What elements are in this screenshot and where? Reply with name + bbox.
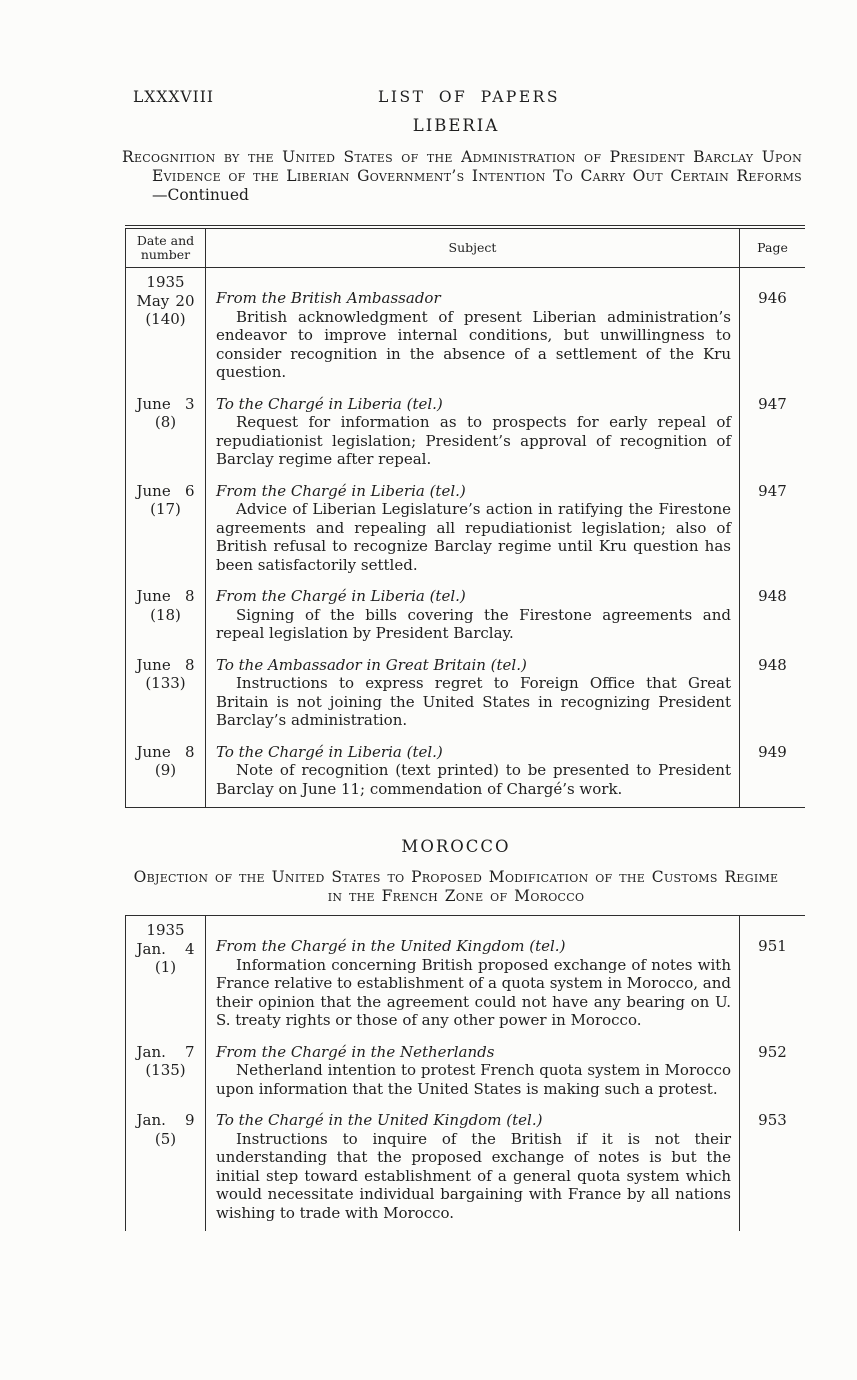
table-row <box>125 741 805 808</box>
entry-month: June <box>136 742 171 761</box>
entry-page-number: 948 <box>758 655 787 674</box>
entry-month: Jan. <box>136 1042 166 1061</box>
entry-subject <box>205 741 740 808</box>
entry-month: June <box>136 481 171 500</box>
entry-subject-title: From the Chargé in the United Kingdom (tel.) <box>216 937 566 955</box>
entry-date <box>125 393 205 480</box>
entry-day: 8 <box>184 655 195 674</box>
entry-date <box>125 268 205 393</box>
column-header-date-and-number: Date and number <box>125 229 205 267</box>
entry-date <box>125 1041 205 1110</box>
entry-subject <box>205 916 740 1041</box>
entry-doc-number: (135) <box>145 1061 186 1079</box>
entry-subject-body: Signing of the bills covering the Firestone agreements and repeal legislation by President Barclay. <box>216 605 731 642</box>
entry-date <box>125 480 205 586</box>
table-row <box>125 585 805 654</box>
entry-date <box>125 741 205 808</box>
entry-date-line <box>137 1111 195 1130</box>
entry-subject-body: Netherland intention to protest French quota system in Morocco upon information that the United States is making such a protest. <box>216 1061 731 1098</box>
entry-date-line <box>137 587 195 606</box>
entry-subject-title: To the Chargé in the United Kingdom (tel.) <box>216 1111 543 1129</box>
entry-subject-body: Information concerning British proposed exchange of notes with France relative to establishment of a quota system in Morocco, and their opinion that the agreement could not have any bearing on U. S. treaty rights or those of any other power in Morocco. <box>216 955 731 1029</box>
entry-page-number: 947 <box>758 394 787 413</box>
entry-subject-title: From the Chargé in Liberia (tel.) <box>216 587 466 605</box>
entry-doc-number: (18) <box>150 605 181 624</box>
column-header-page: Page <box>757 240 788 255</box>
folio-number: LXXXVIII <box>133 88 214 106</box>
entry-subject-title: From the Chargé in the Netherlands <box>216 1042 495 1061</box>
list-of-papers-content <box>100 116 812 1231</box>
entry-day: 8 <box>184 587 195 605</box>
entry-day: 6 <box>184 481 195 500</box>
entry-month: June <box>136 587 171 605</box>
entry-date-line <box>137 940 195 959</box>
entry-month: May <box>136 291 170 310</box>
morocco-topic-heading: Objection of the United States to Proposed Modification of the Customs Regime in the French Zone of Morocco <box>133 868 779 905</box>
liberia-table <box>125 225 805 808</box>
entry-date-line <box>137 292 195 311</box>
entry-subject-title: From the British Ambassador <box>216 289 441 307</box>
entry-page-number: 953 <box>758 1111 787 1129</box>
entry-doc-number: (9) <box>154 761 177 779</box>
entry-month: June <box>136 394 171 413</box>
entry-day: 4 <box>184 939 195 958</box>
column-header-subject: Subject <box>205 229 740 267</box>
table-row <box>125 393 805 480</box>
liberia-topic-heading-continued: —Continued <box>152 186 249 204</box>
table-header-row <box>125 229 805 268</box>
table-row <box>125 1041 805 1110</box>
entry-subject-title: From the Chargé in Liberia (tel.) <box>216 481 466 500</box>
liberia-topic-heading <box>122 148 802 205</box>
entry-doc-number: (17) <box>150 500 181 518</box>
table-row <box>125 916 805 1041</box>
section-title-morocco: MOROCCO <box>401 837 511 856</box>
entry-subject <box>205 1041 740 1110</box>
entry-subject-body: British acknowledgment of present Liberian administration’s endeavor to improve internal conditions, but unwillingness to consider recognition in the absence of a settlement of the Kru question. <box>216 307 731 381</box>
entry-day: 8 <box>184 742 195 761</box>
entry-date-line <box>137 395 195 414</box>
table-row <box>125 268 805 393</box>
entry-page-number: 951 <box>758 937 787 955</box>
entry-subject-body: Request for information as to prospects for early repeal of repudiationist legislation; President’s approval of recognition of Barclay regime after repeal. <box>216 413 731 468</box>
entry-subject-body: Advice of Liberian Legislature’s action in ratifying the Firestone agreements and repealing all repudiationist legislation; also of British refusal to recognize Barclay regime until Kru question has been satisfactorily settled. <box>216 500 731 574</box>
entry-month: Jan. <box>136 939 166 958</box>
entry-date-line <box>137 1043 195 1062</box>
table-row <box>125 1109 805 1231</box>
entry-day: 9 <box>184 1111 195 1129</box>
entry-day: 3 <box>184 394 195 413</box>
entry-page-number: 948 <box>758 587 787 605</box>
entry-doc-number: (8) <box>154 413 177 431</box>
entry-subject <box>205 654 740 741</box>
entry-date <box>125 916 205 1041</box>
entry-date-line <box>137 656 195 675</box>
entry-year: 1935 <box>146 921 185 939</box>
entry-date <box>125 654 205 741</box>
entry-subject-title: To the Ambassador in Great Britain (tel.) <box>216 655 527 674</box>
entry-subject <box>205 393 740 480</box>
entry-doc-number: (5) <box>154 1129 177 1148</box>
entry-date-line <box>137 482 195 501</box>
entry-date <box>125 585 205 654</box>
morocco-table <box>125 915 805 1231</box>
entry-subject <box>205 480 740 586</box>
entry-subject-body: Instructions to express regret to Foreign Office that Great Britain is not joining the United States in recognizing President Barclay’s administration. <box>216 674 731 729</box>
entry-subject-title: To the Chargé in Liberia (tel.) <box>216 394 443 413</box>
liberia-topic-heading-text: Recognition by the United States of the Administration of President Barclay Upon Evidence of the Liberian Government’s Intention To Carry Out Certain Reforms <box>122 148 802 185</box>
entry-subject <box>205 268 740 393</box>
entry-month: June <box>136 655 171 674</box>
entry-date <box>125 1109 205 1231</box>
entry-doc-number: (133) <box>145 674 186 692</box>
table-row <box>125 654 805 741</box>
entry-page-number: 946 <box>758 289 787 307</box>
entry-day: 7 <box>184 1042 195 1061</box>
entry-date-line <box>137 743 195 762</box>
entry-month: Jan. <box>136 1111 166 1129</box>
entry-year: 1935 <box>146 273 185 291</box>
entry-subject <box>205 585 740 654</box>
entry-page-number: 952 <box>758 1042 787 1061</box>
running-head <box>133 88 805 106</box>
entry-page-number: 947 <box>758 481 787 500</box>
section-title-liberia: LIBERIA <box>412 116 500 135</box>
entry-subject-body: Note of recognition (text printed) to be presented to President Barclay on June 11; commendation of Chargé’s work. <box>216 761 731 798</box>
entry-subject <box>205 1109 740 1231</box>
entry-doc-number: (1) <box>154 958 177 976</box>
entry-subject-title: To the Chargé in Liberia (tel.) <box>216 742 443 761</box>
entry-subject-body: Instructions to inquire of the British if it is not their understanding that the proposed exchange of notes is but the initial step toward establishment of a general quota system which would necessitate individual bargaining with France by all nations wishing to trade with Morocco. <box>216 1129 731 1222</box>
entry-day: 20 <box>175 291 195 310</box>
entry-page-number: 949 <box>758 742 787 761</box>
entry-doc-number: (140) <box>145 310 186 328</box>
table-row <box>125 480 805 586</box>
running-title: LIST OF PAPERS <box>378 88 560 106</box>
